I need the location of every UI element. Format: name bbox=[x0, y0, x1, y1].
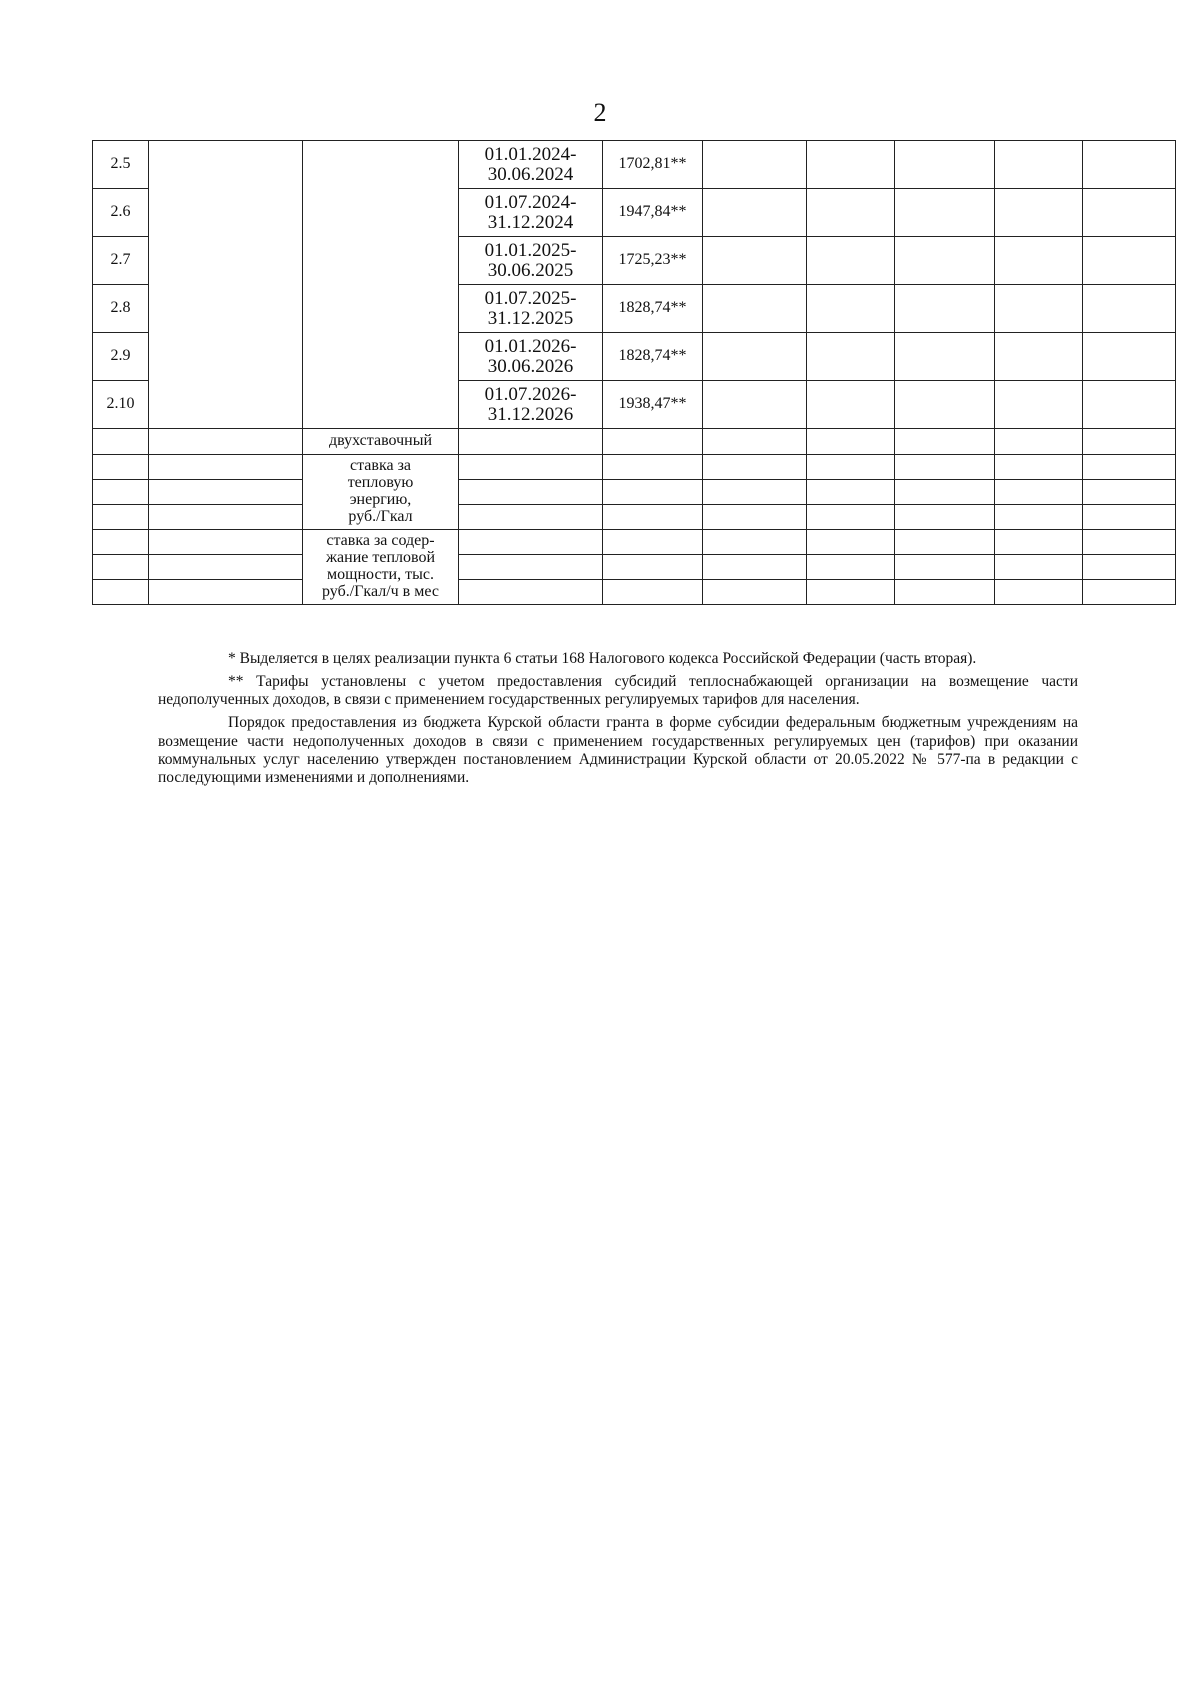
empty-cell bbox=[459, 580, 603, 605]
empty-cell bbox=[149, 429, 303, 455]
period-end: 30.06.2026 bbox=[487, 355, 574, 377]
period-cell bbox=[459, 381, 603, 429]
empty-cell bbox=[703, 141, 807, 189]
footnote-vat: * Выделяется в целях реализации пункта 6 статьи 168 Налогового кодекса Российской Федерации (часть вторая). bbox=[228, 650, 977, 667]
empty-cell bbox=[149, 480, 303, 505]
empty-cell bbox=[603, 580, 703, 605]
footnote-grant-procedure: Порядок предоставления из бюджета Курской области гранта в форме субсидии федеральным бюджетным учреждениям на возмещение части недополученных доходов в связи с применением государственных регулируемых цен (тарифов) при оказании коммунальных услуг населению утвержден постановлением Администрации Курской области от 20.05.2022 № 577-па в редакции с последующими изменениями и дополнениями. bbox=[158, 714, 1078, 786]
empty-cell bbox=[703, 455, 807, 480]
empty-cell bbox=[995, 141, 1083, 189]
row-number: 2.8 bbox=[93, 285, 149, 333]
empty-cell bbox=[703, 189, 807, 237]
empty-cell bbox=[1083, 189, 1176, 237]
empty-cell bbox=[149, 505, 303, 530]
empty-cell bbox=[1083, 530, 1176, 555]
row-number: 2.9 bbox=[93, 333, 149, 381]
empty-cell bbox=[1083, 429, 1176, 455]
empty-cell bbox=[1083, 480, 1176, 505]
energy-rate-line: тепловую bbox=[347, 474, 414, 492]
empty-cell bbox=[703, 381, 807, 429]
empty-cell bbox=[149, 455, 303, 480]
empty-cell bbox=[995, 480, 1083, 505]
capacity-rate-line: руб./Гкал/ч в мес bbox=[322, 582, 439, 600]
empty-cell bbox=[895, 333, 995, 381]
empty-cell bbox=[603, 505, 703, 530]
empty-cell bbox=[93, 455, 149, 480]
empty-cell bbox=[703, 555, 807, 580]
empty-cell bbox=[995, 580, 1083, 605]
empty-cell bbox=[459, 429, 603, 455]
empty-cell bbox=[995, 333, 1083, 381]
empty-cell bbox=[995, 237, 1083, 285]
empty-cell bbox=[895, 580, 995, 605]
empty-cell bbox=[703, 505, 807, 530]
empty-cell bbox=[995, 189, 1083, 237]
period-start: 01.07.2024- bbox=[484, 191, 577, 213]
empty-cell bbox=[149, 530, 303, 555]
empty-cell bbox=[1083, 141, 1176, 189]
empty-cell bbox=[603, 429, 703, 455]
empty-cell bbox=[459, 480, 603, 505]
energy-rate-line: руб./Гкал bbox=[348, 507, 413, 525]
empty-cell bbox=[1083, 555, 1176, 580]
empty-cell bbox=[895, 530, 995, 555]
period-end: 31.12.2024 bbox=[487, 211, 574, 233]
empty-cell bbox=[603, 455, 703, 480]
empty-cell bbox=[995, 285, 1083, 333]
empty-cell bbox=[703, 580, 807, 605]
tariff-table-body bbox=[93, 141, 1176, 605]
empty-cell bbox=[703, 237, 807, 285]
period-cell bbox=[459, 189, 603, 237]
tariff-value: 1938,47** bbox=[603, 381, 703, 429]
period-cell bbox=[459, 333, 603, 381]
two-part-label: двухставочный bbox=[303, 429, 459, 455]
table-row bbox=[93, 530, 1176, 555]
empty-cell bbox=[603, 480, 703, 505]
empty-cell bbox=[459, 455, 603, 480]
empty-cell bbox=[603, 555, 703, 580]
empty-cell bbox=[149, 555, 303, 580]
empty-cell bbox=[1083, 237, 1176, 285]
empty-cell bbox=[807, 381, 895, 429]
empty-cell bbox=[703, 530, 807, 555]
table-row bbox=[93, 580, 1176, 605]
empty-cell bbox=[895, 505, 995, 530]
empty-cell bbox=[703, 480, 807, 505]
period-start: 01.01.2024- bbox=[484, 143, 577, 165]
tariff-value: 1725,23** bbox=[603, 237, 703, 285]
capacity-rate-line: жание тепловой bbox=[325, 549, 436, 567]
empty-cell bbox=[807, 580, 895, 605]
empty-cell bbox=[1083, 333, 1176, 381]
period-end: 31.12.2025 bbox=[487, 307, 574, 329]
row-number: 2.6 bbox=[93, 189, 149, 237]
empty-cell bbox=[703, 333, 807, 381]
empty-cell bbox=[603, 530, 703, 555]
energy-rate-label bbox=[303, 455, 459, 530]
period-cell bbox=[459, 237, 603, 285]
empty-cell bbox=[895, 555, 995, 580]
tariff-value: 1947,84** bbox=[603, 189, 703, 237]
page-number: 2 bbox=[593, 98, 607, 127]
empty-cell bbox=[895, 189, 995, 237]
row-number: 2.10 bbox=[93, 381, 149, 429]
period-start: 01.01.2025- bbox=[484, 239, 577, 261]
table-row bbox=[93, 505, 1176, 530]
empty-cell bbox=[807, 189, 895, 237]
period-start: 01.07.2025- bbox=[484, 287, 577, 309]
table-row bbox=[93, 480, 1176, 505]
period-end: 30.06.2024 bbox=[487, 163, 574, 185]
empty-cell bbox=[459, 555, 603, 580]
empty-cell bbox=[1083, 505, 1176, 530]
empty-cell bbox=[703, 429, 807, 455]
capacity-rate-label bbox=[303, 530, 459, 605]
tariff-value: 1702,81** bbox=[603, 141, 703, 189]
table-row bbox=[93, 555, 1176, 580]
empty-cell bbox=[807, 237, 895, 285]
empty-cell bbox=[459, 530, 603, 555]
row-number: 2.7 bbox=[93, 237, 149, 285]
tariff-value: 1828,74** bbox=[603, 285, 703, 333]
empty-cell bbox=[93, 555, 149, 580]
tariff-table bbox=[92, 140, 1176, 605]
empty-cell bbox=[895, 429, 995, 455]
footnotes bbox=[158, 650, 1078, 792]
empty-cell bbox=[1083, 580, 1176, 605]
table-row bbox=[93, 455, 1176, 480]
table-row bbox=[93, 141, 1176, 189]
capacity-rate-line: мощности, тыс. bbox=[327, 566, 434, 583]
empty-cell bbox=[995, 505, 1083, 530]
empty-cell bbox=[895, 285, 995, 333]
empty-cell bbox=[1083, 285, 1176, 333]
empty-cell bbox=[995, 455, 1083, 480]
empty-cell bbox=[1083, 455, 1176, 480]
empty-cell bbox=[895, 237, 995, 285]
empty-cell bbox=[895, 480, 995, 505]
empty-cell bbox=[807, 555, 895, 580]
empty-cell bbox=[149, 580, 303, 605]
empty-cell bbox=[807, 429, 895, 455]
empty-cell bbox=[703, 285, 807, 333]
empty-cell bbox=[149, 141, 303, 429]
empty-cell bbox=[1083, 381, 1176, 429]
period-cell bbox=[459, 141, 603, 189]
empty-cell bbox=[459, 505, 603, 530]
period-end: 30.06.2025 bbox=[487, 259, 574, 281]
empty-cell bbox=[995, 530, 1083, 555]
empty-cell bbox=[93, 580, 149, 605]
tariff-value: 1828,74** bbox=[603, 333, 703, 381]
empty-cell bbox=[303, 141, 459, 429]
empty-cell bbox=[995, 429, 1083, 455]
empty-cell bbox=[93, 530, 149, 555]
energy-rate-line: ставка за bbox=[350, 457, 411, 475]
period-start: 01.01.2026- bbox=[484, 335, 577, 357]
empty-cell bbox=[807, 505, 895, 530]
empty-cell bbox=[807, 141, 895, 189]
empty-cell bbox=[807, 480, 895, 505]
period-end: 31.12.2026 bbox=[487, 403, 574, 425]
empty-cell bbox=[807, 455, 895, 480]
empty-cell bbox=[93, 505, 149, 530]
empty-cell bbox=[895, 381, 995, 429]
empty-cell bbox=[93, 429, 149, 455]
footnote-subsidy: ** Тарифы установлены с учетом предоставления субсидий теплоснабжающей организации на возмещение части недополученных доходов, в связи с применением государственных регулируемых тарифов для населения. bbox=[158, 673, 1078, 709]
empty-cell bbox=[807, 530, 895, 555]
period-cell bbox=[459, 285, 603, 333]
capacity-rate-line: ставка за содер- bbox=[326, 532, 435, 550]
table-row bbox=[93, 429, 1176, 455]
empty-cell bbox=[807, 285, 895, 333]
empty-cell bbox=[995, 555, 1083, 580]
empty-cell bbox=[895, 141, 995, 189]
period-start: 01.07.2026- bbox=[484, 383, 577, 405]
row-number: 2.5 bbox=[93, 141, 149, 189]
energy-rate-line: энергию, bbox=[349, 491, 412, 508]
empty-cell bbox=[995, 381, 1083, 429]
empty-cell bbox=[93, 480, 149, 505]
empty-cell bbox=[807, 333, 895, 381]
empty-cell bbox=[895, 455, 995, 480]
